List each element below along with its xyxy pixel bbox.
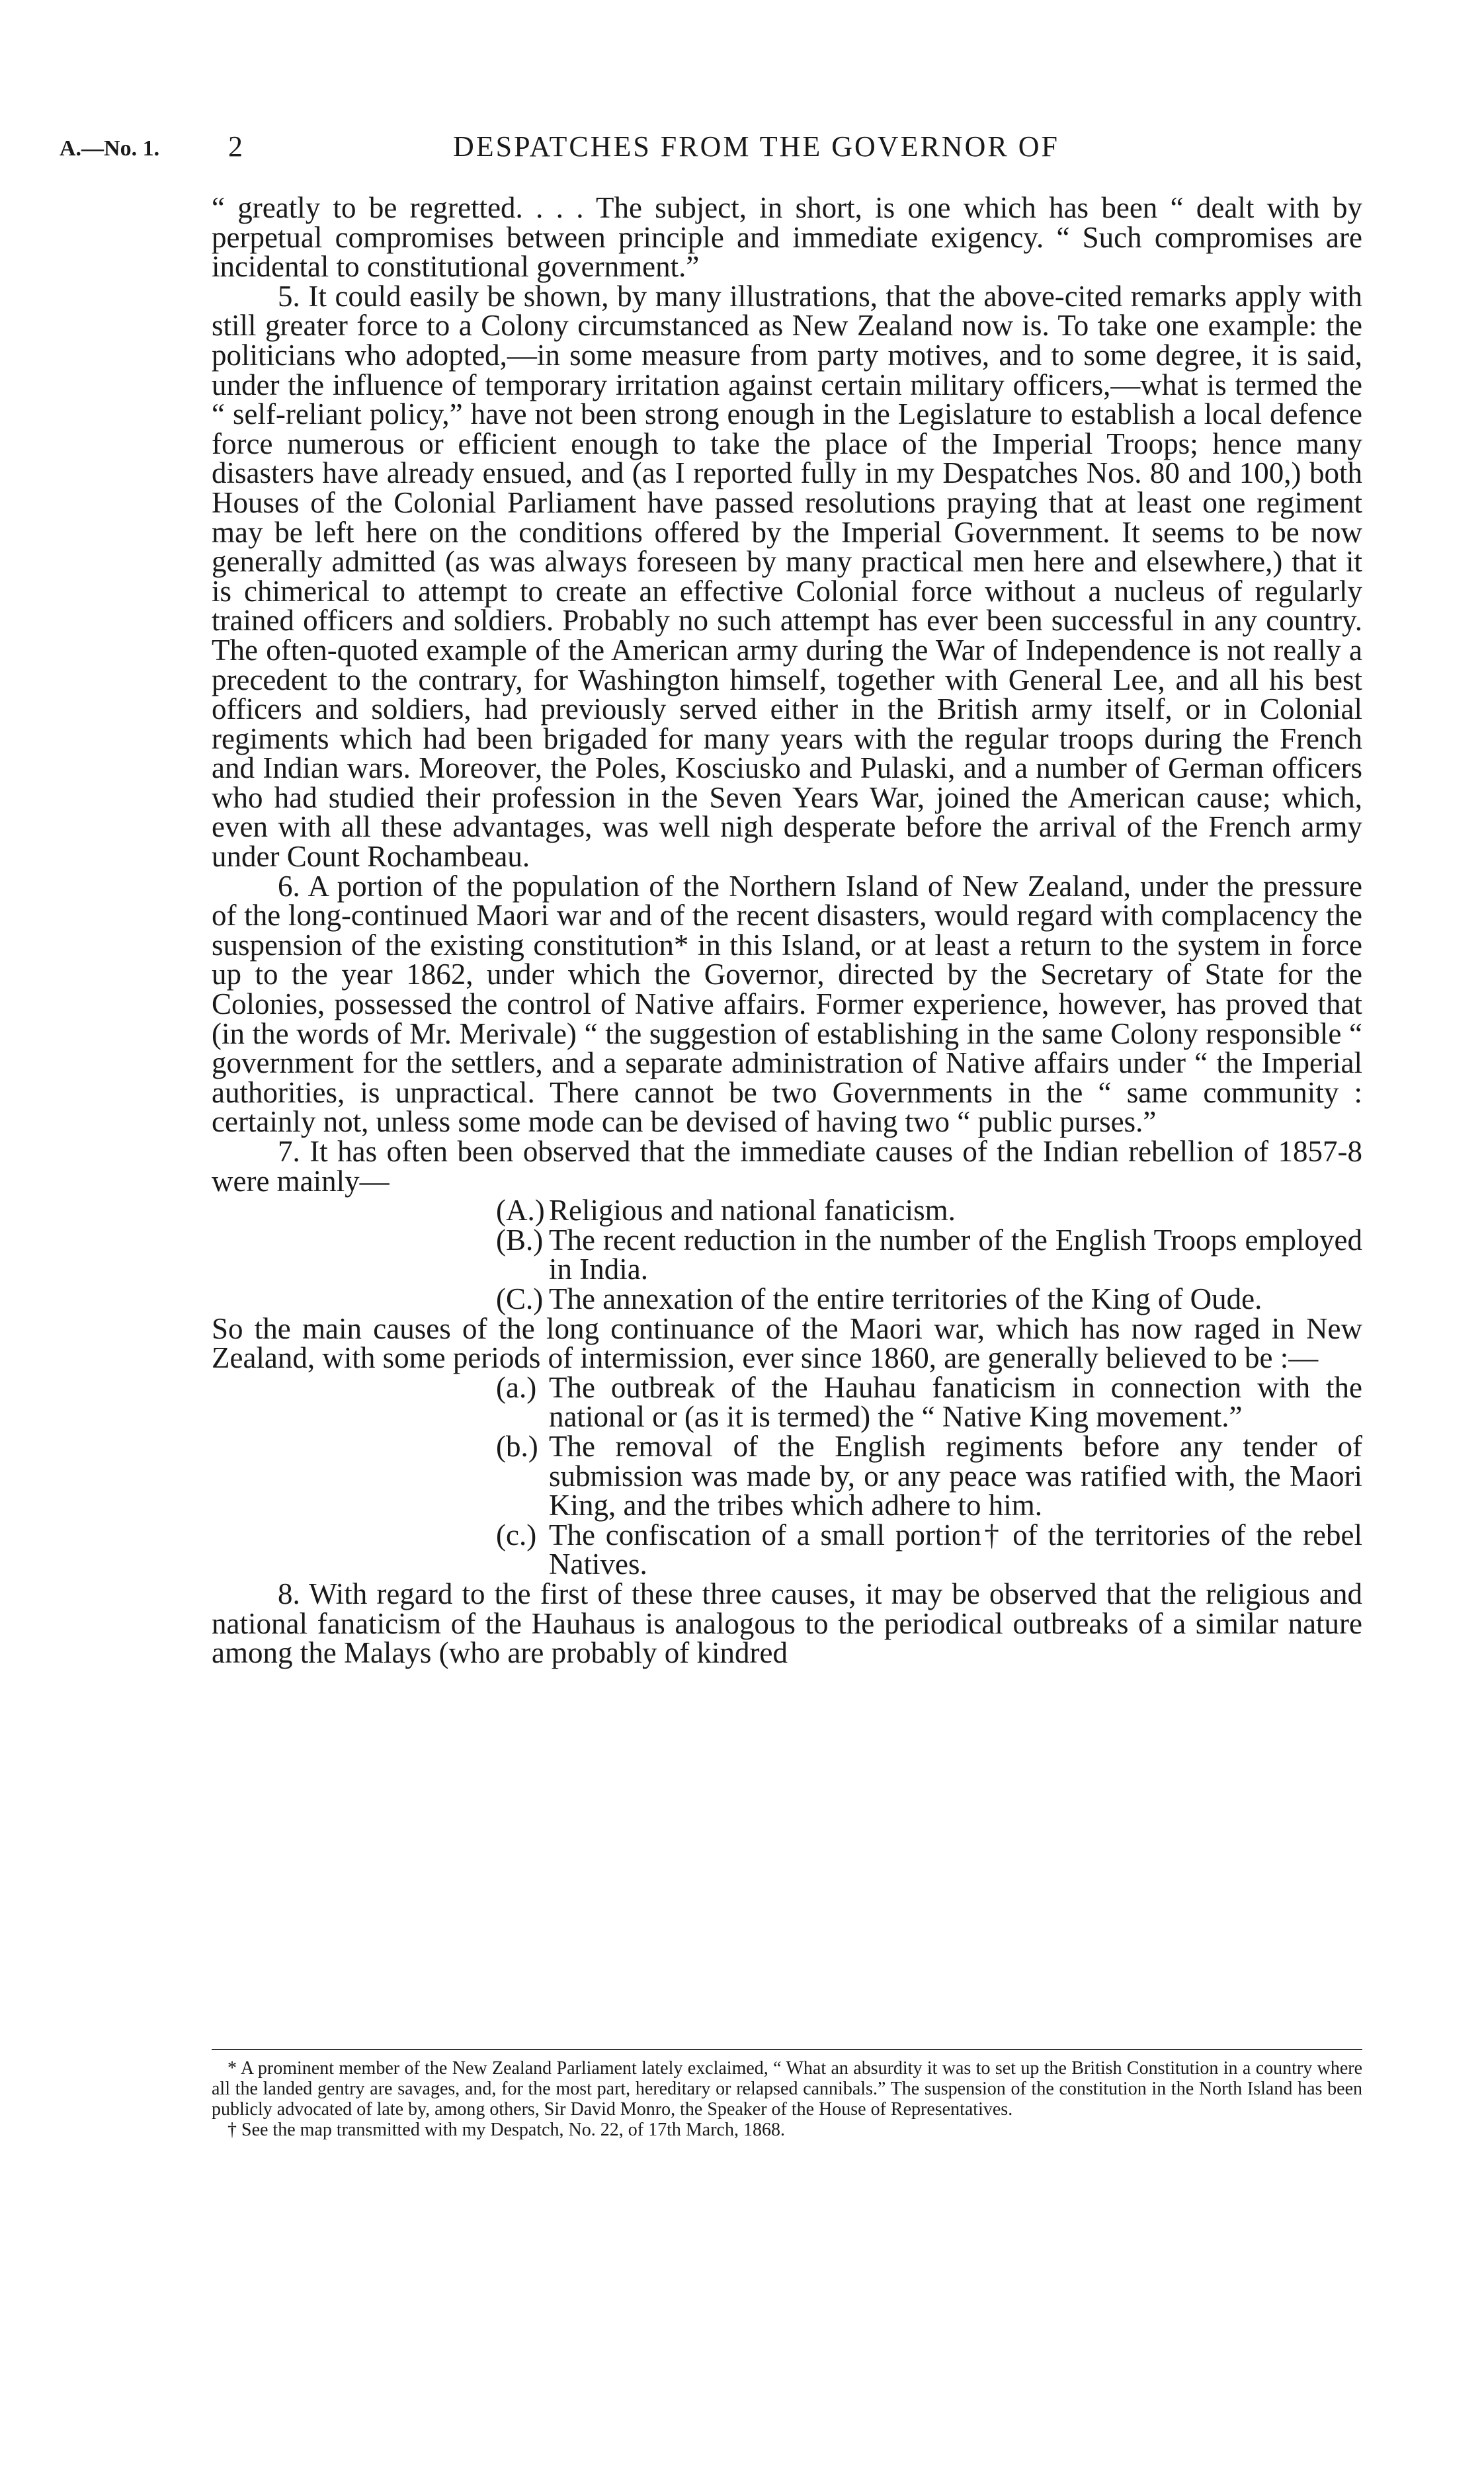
page-number: 2 xyxy=(228,130,243,163)
list-item xyxy=(357,1225,1362,1284)
list-item-text: The removal of the English regiments before any tender of submission was made by, or any peace was ratified with, the Maori King, and the tribes which adhere to him. xyxy=(549,1429,1362,1522)
body-text xyxy=(212,193,1362,1668)
maori-war-causes-list xyxy=(212,1370,1362,1581)
footnote-map: † See the map transmitted with my Despatch, No. 22, of 17th March, 1868. xyxy=(227,2120,785,2140)
document-reference: A.—No. 1. xyxy=(60,136,160,161)
list-item-text: The recent reduction in the number of the English Troops employed in India. xyxy=(549,1223,1362,1286)
paragraph-6: 6. A portion of the population of the Northern Island of New Zealand, under the pressure of the long-continued Maori war and of the recent disasters, would regard with complacency the suspension of the existing constitution* in this Island, or at least a return to the system in force up to the year 1862, under which the Governor, directed by the Secretary of State for the Colonies, possessed the control of Native affairs. Former experience, however, has proved that (in the words of Mr. Merivale) “ the suggestion of establishing in the same Colony responsible “ government for the settlers, and a separate administration of Native affairs under “ the Imperial authorities, is unpractical. There cannot be two Governments in the “ same community : certainly not, unless some mode can be devised of having two “ public purses.” xyxy=(212,869,1362,1139)
footnotes xyxy=(212,2058,1362,2140)
paragraph-7: 7. It has often been observed that the immediate causes of the Indian rebellion of 1857-8 were mainly— xyxy=(212,1135,1362,1198)
list-item xyxy=(357,1284,1362,1314)
list-item-text: The outbreak of the Hauhau fanaticism in connection with the national or (as it is termed) the “ Native King movement.” xyxy=(549,1370,1362,1434)
paragraph-continued: “ greatly to be regretted. . . . The subject, in short, is one which has been “ dealt with by perpetual compromises between principle and immediate exigency. “ Such compromises are incidental to constitutional government.” xyxy=(212,191,1362,284)
paragraph-7-continued: So the main causes of the long continuance of the Maori war, which has now raged in New Zealand, with some periods of intermission, ever since 1860, are generally believed to be :— xyxy=(212,1311,1362,1375)
list-item-text: Religious and national fanaticism. xyxy=(549,1194,956,1227)
running-title: DESPATCHES FROM THE GOVERNOR OF xyxy=(453,130,1059,163)
list-item xyxy=(357,1196,1362,1225)
footnote-divider xyxy=(212,2049,1362,2050)
list-item-text: The annexation of the entire territories of the King of Oude. xyxy=(549,1282,1262,1315)
list-item-text: The confiscation of a small portion† of the territories of the rebel Natives. xyxy=(549,1518,1362,1581)
list-item-label: (B.) xyxy=(496,1223,544,1257)
list-item-label: (A.) xyxy=(496,1194,545,1227)
list-item xyxy=(357,1429,1362,1522)
list-item xyxy=(357,1520,1362,1579)
paragraph-8: 8. With regard to the first of these three causes, it may be observed that the religious and national fanaticism of the Hauhaus is analogous to the periodical outbreaks of a similar nature among the Malays (who are probably of kindred xyxy=(212,1577,1362,1670)
list-item-label: (C.) xyxy=(496,1282,544,1315)
paragraph-5: 5. It could easily be shown, by many illustrations, that the above-cited remarks apply with still greater force to a Colony circumstanced as New Zealand now is. To take one example: the politicians who adopted,—in some measure from party motives, and to some degree, it is said, under the influence of temporary irritation against certain military officers,—what is termed the “ self-reliant policy,” have not been strong enough in the Legislature to establish a local defence force numerous or efficient enough to take the place of the Imperial Troops; hence many disasters have already ensued, and (as I reported fully in my Despatches Nos. 80 and 100,) both Houses of the Colonial Parliament have passed resolutions praying that at least one regiment may be left here on the conditions offered by the Imperial Government. It seems to be now generally admitted (as was always foreseen by many practical men here and elsewhere,) that it is chimerical to attempt to create an effective Colonial force without a nucleus of regularly trained officers and soldiers. Probably no such attempt has ever been successful in any country. The often-quoted example of the American army during the War of Independence is not really a precedent to the contrary, for Washington himself, together with General Lee, and all his best officers and soldiers, had previously served either in the British army itself, or in Colonial regiments which had been brigaded for many years with the regular troops during the French and Indian wars. Moreover, the Poles, Kosciusko and Pulaski, and a number of German officers who had studied their profession in the Seven Years War, joined the American cause; which, even with all these advantages, was well nigh desperate before the arrival of the French army under Count Rochambeau. xyxy=(212,279,1362,874)
indian-rebellion-causes-list xyxy=(212,1196,1362,1313)
list-item-label: (b.) xyxy=(496,1429,538,1463)
list-item-label: (c.) xyxy=(496,1518,537,1552)
list-item-label: (a.) xyxy=(496,1370,537,1404)
footnote-constitution: * A prominent member of the New Zealand Parliament lately exclaimed, “ What an absurdity it was to set up the British Constitution in a country where all the landed gentry are savages, and, for the most part, hereditary or relapsed cannibals.” The suspension of the constitution in the North Island has been publicly advocated of late by, among others, Sir David Monro, the Speaker of the House of Representatives. xyxy=(212,2058,1362,2120)
list-item xyxy=(357,1370,1362,1434)
